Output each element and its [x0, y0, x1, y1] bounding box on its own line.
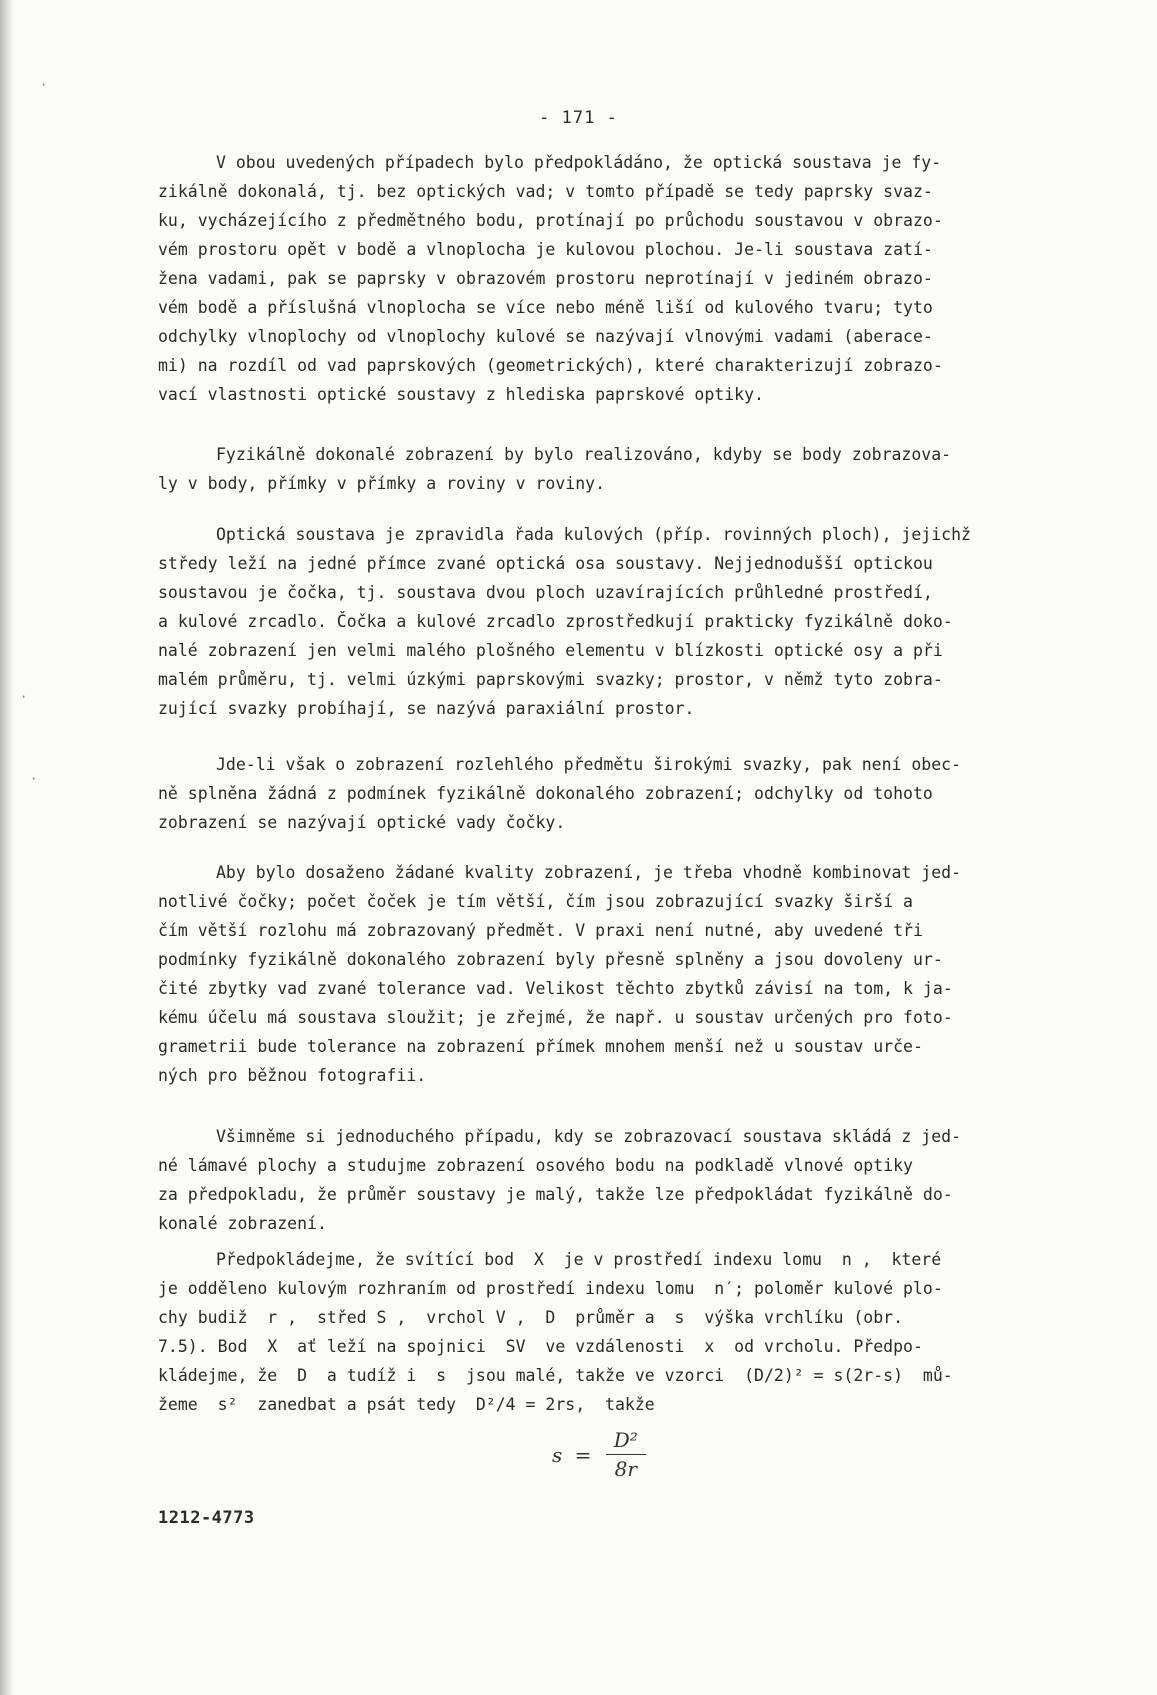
text-line: mi) na rozdíl od vad paprskových (geometrických), které charakterizují zobrazo-: [158, 356, 943, 375]
text-line: zobrazení se nazývají optické vady čočky.: [158, 813, 566, 832]
text-line: žeme s² zanedbat a psát tedy D²/4 = 2rs, takže: [158, 1395, 655, 1414]
text-line: chy budiž r , střed S , vrchol V , D průměr a s výška vrchlíku (obr.: [158, 1308, 904, 1327]
text-line: odchylky vlnoplochy od vlnoplochy kulové se nazývají vlnovými vadami (aberace-: [158, 327, 933, 346]
text-line: podmínky fyzikálně dokonalého zobrazení byly přesně splněny a jsou dovoleny ur-: [158, 950, 943, 969]
text-line: kému účelu má soustava sloužit; je zřejmé, že např. u soustav určených pro foto-: [158, 1008, 953, 1027]
text-line: za předpokladu, že průměr soustavy je malý, takže lze předpokládat fyzikálně do-: [158, 1185, 953, 1204]
paragraph-lens-combination: [158, 858, 1103, 1090]
text-line: malém průměru, tj. velmi úzkými paprskovými svazky; prostor, v němž tyto zobra-: [158, 670, 943, 689]
text-line: zující svazky probíhají, se nazývá paraxiální prostor.: [158, 699, 695, 718]
text-line: ně splněna žádná z podmínek fyzikálně dokonalého zobrazení; odchylky od tohoto: [158, 784, 933, 803]
text-line: kládejme, že D a tudíž i s jsou malé, takže ve vzorci (D/2)² = s(2r-s) mů-: [158, 1366, 953, 1385]
scan-speck: ·: [20, 690, 28, 704]
text-line: zikálně dokonalá, tj. bez optických vad; v tomto případě se tedy paprsky svaz-: [158, 182, 933, 201]
paragraph-single-surface: [158, 1122, 1103, 1238]
text-line: V obou uvedených případech bylo předpokládáno, že optická soustava je fy-: [216, 153, 942, 172]
text-line: Aby bylo dosaženo žádané kvality zobrazení, je třeba vhodně kombinovat jed-: [216, 863, 962, 882]
scan-speck: ·: [40, 78, 48, 92]
text-line: konalé zobrazení.: [158, 1214, 327, 1233]
text-line: ku, vycházejícího z předmětného bodu, protínají po průchodu soustavou v obrazo-: [158, 211, 943, 230]
text-line: notlivé čočky; počet čoček je tím větší, čím jsou zobrazující svazky širší a: [158, 892, 913, 911]
text-line: Předpokládejme, že svítící bod X je v prostředí indexu lomu n , které: [216, 1250, 942, 1269]
text-line: Všimněme si jednoduchého případu, kdy se zobrazovací soustava skládá z jed-: [216, 1127, 962, 1146]
text-line: nalé zobrazení jen velmi malého plošného elementu v blízkosti optické osy a při: [158, 641, 943, 660]
text-line: vém prostoru opět v bodě a vlnoplocha je kulovou plochou. Je-li soustava zatí-: [158, 240, 933, 259]
paragraph-perfect-imaging: [158, 440, 1103, 498]
formula-denominator: 8r: [614, 1457, 637, 1481]
text-line: grametrii bude tolerance na zobrazení přímek mnohem menší než u soustav urče-: [158, 1037, 923, 1056]
sag-formula: [552, 1428, 646, 1481]
paragraph-aberrations: [158, 148, 1103, 409]
formula-lhs: s: [552, 1442, 563, 1467]
text-line: čité zbytky vad zvané tolerance vad. Velikost těchto zbytků závisí na tom, k ja-: [158, 979, 953, 998]
scan-edge-shadow: [0, 0, 14, 1695]
text-line: Jde-li však o zobrazení rozlehlého předmětu širokými svazky, pak není obec-: [216, 755, 962, 774]
scan-speck: ·: [30, 772, 38, 786]
text-line: žena vadami, pak se paprsky v obrazovém prostoru neprotínají v jediném obrazo-: [158, 269, 933, 288]
formula-fraction: [606, 1428, 646, 1481]
text-line: Optická soustava je zpravidla řada kulových (příp. rovinných ploch), jejichž: [216, 525, 971, 544]
text-line: ly v body, přímky v přímky a roviny v roviny.: [158, 474, 606, 493]
text-line: soustavou je čočka, tj. soustava dvou ploch uzavírajících průhledné prostředí,: [158, 583, 933, 602]
text-line: Fyzikálně dokonalé zobrazení by bylo realizováno, kdyby se body zobrazova-: [216, 445, 952, 464]
formula-equals: =: [574, 1442, 592, 1467]
paragraph-wide-beams: [158, 750, 1103, 837]
text-line: 7.5). Bod X ať leží na spojnici SV ve vzdálenosti x od vrcholu. Předpo-: [158, 1337, 923, 1356]
document-code: 1212-4773: [158, 1508, 255, 1528]
text-line: vací vlastnosti optické soustavy z hlediska paprskové optiky.: [158, 385, 764, 404]
text-line: je odděleno kulovým rozhraním od prostředí indexu lomu n′; poloměr kulové plo-: [158, 1279, 943, 1298]
text-line: čím větší rozlohu má zobrazovaný předmět. V praxi není nutné, aby uvedené tři: [158, 921, 923, 940]
page-number: - 171 -: [539, 108, 618, 128]
text-line: středy leží na jedné přímce zvané optická osa soustavy. Nejjednodušší optickou: [158, 554, 933, 573]
text-line: ných pro běžnou fotografii.: [158, 1066, 427, 1085]
text-line: vém bodě a příslušná vlnoplocha se více nebo méně liší od kulového tvaru; tyto: [158, 298, 933, 317]
paragraph-optical-system: [158, 520, 1103, 723]
formula-numerator: D²: [606, 1428, 646, 1455]
paragraph-assumptions: [158, 1245, 1103, 1419]
text-line: né lámavé plochy a studujme zobrazení osového bodu na podkladě vlnové optiky: [158, 1156, 913, 1175]
text-line: a kulové zrcadlo. Čočka a kulové zrcadlo zprostředkují prakticky fyzikálně doko-: [158, 612, 953, 631]
